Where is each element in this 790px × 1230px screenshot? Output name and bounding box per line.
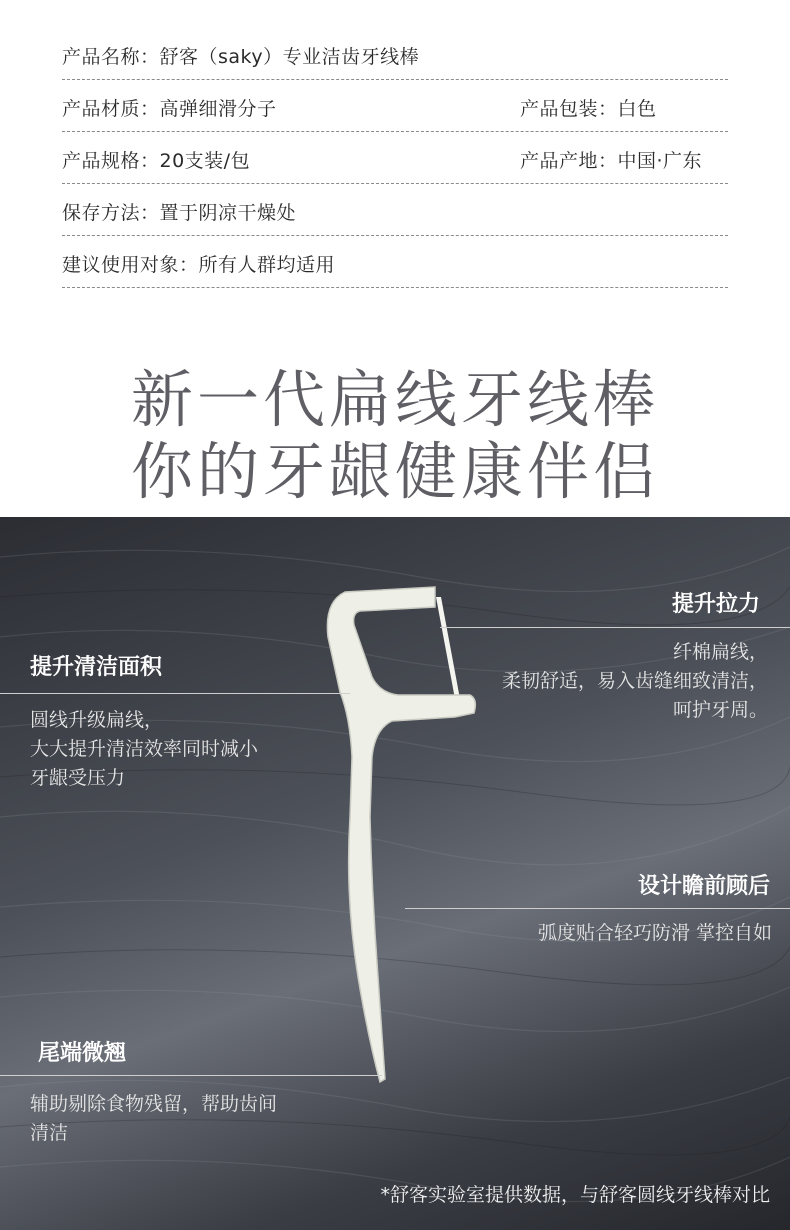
feature-tension-rule xyxy=(440,627,790,628)
spec-material: 产品材质：高弹细滑分子 xyxy=(62,98,277,120)
spec-storage: 保存方法：置于阴凉干燥处 xyxy=(62,202,297,224)
feature-tension-text xyxy=(502,638,768,725)
spec-origin: 产品产地：中国·广东 xyxy=(520,150,703,172)
spec-table xyxy=(62,28,728,288)
text-line: 清洁 xyxy=(30,1122,69,1144)
feature-clean-area-rule xyxy=(0,693,350,694)
spec-size: 产品规格：20支装/包 xyxy=(62,150,251,172)
text-line: 呵护牙周。 xyxy=(672,699,768,721)
text-line: 辅助剔除食物残留，帮助齿间 xyxy=(30,1093,278,1115)
text-line: 柔韧舒适，易入齿缝细致清洁， xyxy=(501,670,768,692)
text-line: 圆线升级扁线， xyxy=(30,709,164,731)
spec-row xyxy=(62,80,728,132)
spec-row xyxy=(62,28,728,80)
feature-tail-title: 尾端微翘 xyxy=(38,1041,127,1066)
feature-design-title: 设计瞻前顾后 xyxy=(637,874,770,899)
spec-row xyxy=(62,236,728,288)
spec-package: 产品包装：白色 xyxy=(520,98,657,120)
feature-design-rule xyxy=(405,908,790,909)
feature-panel xyxy=(0,517,790,1230)
feature-tail-rule xyxy=(0,1075,382,1076)
feature-tension-title: 提升拉力 xyxy=(671,592,760,617)
footnote: *舒客实验室提供数据，与舒客圆线牙线棒对比 xyxy=(380,1184,770,1206)
spec-product-name: 产品名称：舒客（saky）专业洁齿牙线棒 xyxy=(62,46,420,68)
floss-thread xyxy=(436,597,460,699)
feature-design-text xyxy=(538,919,772,948)
headline-line-1: 新一代扁线牙线棒 xyxy=(130,363,659,436)
text-line: 牙龈受压力 xyxy=(30,767,126,789)
text-line: 纤棉扁线， xyxy=(672,641,768,663)
headline-line-2: 你的牙龈健康伴侣 xyxy=(130,435,659,508)
spec-row xyxy=(62,184,728,236)
text-line: 大大提升清洁效率同时减小 xyxy=(30,738,259,760)
feature-clean-area-title: 提升清洁面积 xyxy=(30,655,163,680)
text-line: 弧度贴合轻巧防滑 掌控自如 xyxy=(537,922,772,944)
feature-clean-area-text xyxy=(30,706,258,793)
spec-row xyxy=(62,132,728,184)
spec-users: 建议使用对象：所有人群均适用 xyxy=(62,254,336,276)
feature-tail-text xyxy=(30,1090,277,1148)
floss-pick-body xyxy=(327,587,475,1082)
